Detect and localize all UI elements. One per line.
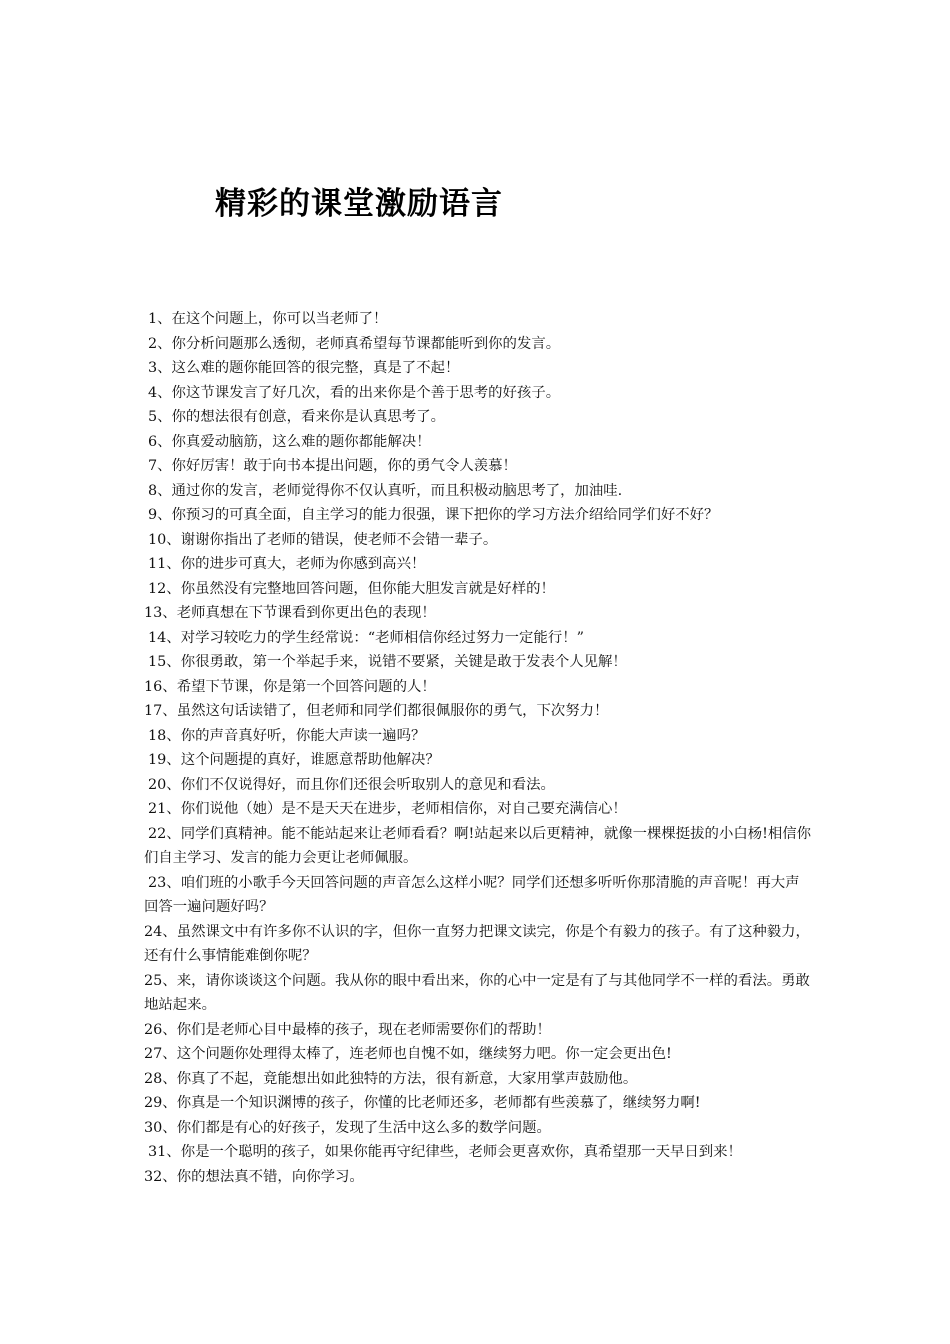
document-title: 精彩的课堂激励语言 (215, 186, 503, 222)
list-item: 1、在这个问题上，你可以当老师了！ (148, 311, 388, 327)
list-item: 21、你们说他（她）是不是天天在进步，老师相信你，对自己要充满信心！ (148, 801, 627, 817)
list-item: 17、虽然这句话读错了，但老师和同学们都很佩服你的勇气，下次努力！ (144, 703, 609, 719)
list-item: 30、你们都是有心的好孩子，发现了生活中这么多的数学问题。 (144, 1119, 551, 1136)
list-item: 31、你是一个聪明的孩子，如果你能再守纪律些，老师会更喜欢你，真希望那一天早日到来！ (148, 1144, 742, 1160)
list-item: 5、你的想法很有创意，看来你是认真思考了。 (148, 409, 445, 425)
list-item: 14、对学习较吃力的学生经常说：“老师相信你经过努力一定能行！” (148, 629, 584, 646)
list-item: 7、你好厉害！敢于向书本提出问题，你的勇气令人羡慕！ (148, 458, 517, 474)
document-body (0, 307, 950, 1189)
list-item: 6、你真爱动脑筋，这么难的题你都能解决！ (148, 433, 431, 450)
list-item: 22、同学们真精神。能不能站起来让老师看看？啊!站起来以后更精神，就像一棵棵挺拔的小白杨!相信你们自主学习、发言的能力会更让老师佩服。 (144, 825, 812, 866)
list-item: 12、你虽然没有完整地回答问题，但你能大胆发言就是好样的！ (148, 580, 555, 597)
list-item: 26、你们是老师心目中最棒的孩子，现在老师需要你们的帮助！ (144, 1021, 551, 1038)
list-item: 4、你这节课发言了好几次，看的出来你是个善于思考的好孩子。 (148, 384, 561, 401)
list-item: 19、这个问题提的真好，谁愿意帮助他解决？ (148, 752, 440, 768)
list-item: 3、这么难的题你能回答的很完整，真是了不起！ (148, 360, 460, 376)
list-item: 9、你预习的可真全面，自主学习的能力很强，课下把你的学习方法介绍给同学们好不好？ (148, 507, 719, 523)
list-item: 29、你真是一个知识渊博的孩子，你懂的比老师还多，老师都有些羡慕了，继续努力啊! (144, 1095, 701, 1111)
list-item: 10、谢谢你指出了老师的错误，使老师不会错一辈子。 (148, 531, 498, 548)
list-item: 11、你的进步可真大，老师为你感到高兴！ (148, 556, 426, 572)
list-item: 27、这个问题你处理得太棒了，连老师也自愧不如，继续努力吧。你一定会更出色! (144, 1046, 672, 1062)
list-item: 2、你分析问题那么透彻，老师真希望每节课都能听到你的发言。 (148, 335, 561, 352)
list-item: 15、你很勇敢，第一个举起手来，说错不要紧，关键是敢于发表个人见解！ (148, 654, 627, 670)
list-item: 16、希望下节课，你是第一个回答问题的人！ (144, 678, 436, 695)
list-item: 25、来，请你谈谈这个问题。我从你的眼中看出来，你的心中一定是有了与其他同学不一样的看法。勇敢地站起来。 (144, 972, 810, 1013)
list-item: 8、通过你的发言，老师觉得你不仅认真听，而且积极动脑思考了，加油哇. (148, 482, 623, 499)
list-item: 13、老师真想在下节课看到你更出色的表现！ (144, 605, 436, 621)
list-item: 18、你的声音真好听，你能大声读一遍吗？ (148, 727, 426, 744)
list-item: 20、你们不仅说得好，而且你们还很会听取别人的意见和看法。 (148, 776, 555, 793)
list-item: 32、你的想法真不错，向你学习。 (144, 1168, 364, 1185)
list-item: 24、虽然课文中有许多你不认识的字，但你一直努力把课文读完，你是个有毅力的孩子。有了这种毅力，还有什么事情能难倒你呢？ (144, 923, 810, 964)
list-item: 23、咱们班的小歌手今天回答问题的声音怎么这样小呢？同学们还想多听听你那清脆的声音呢！再大声回答一遍问题好吗？ (144, 874, 800, 915)
list-item: 28、你真了不起，竟能想出如此独特的方法，很有新意，大家用掌声鼓励他。 (144, 1070, 638, 1087)
